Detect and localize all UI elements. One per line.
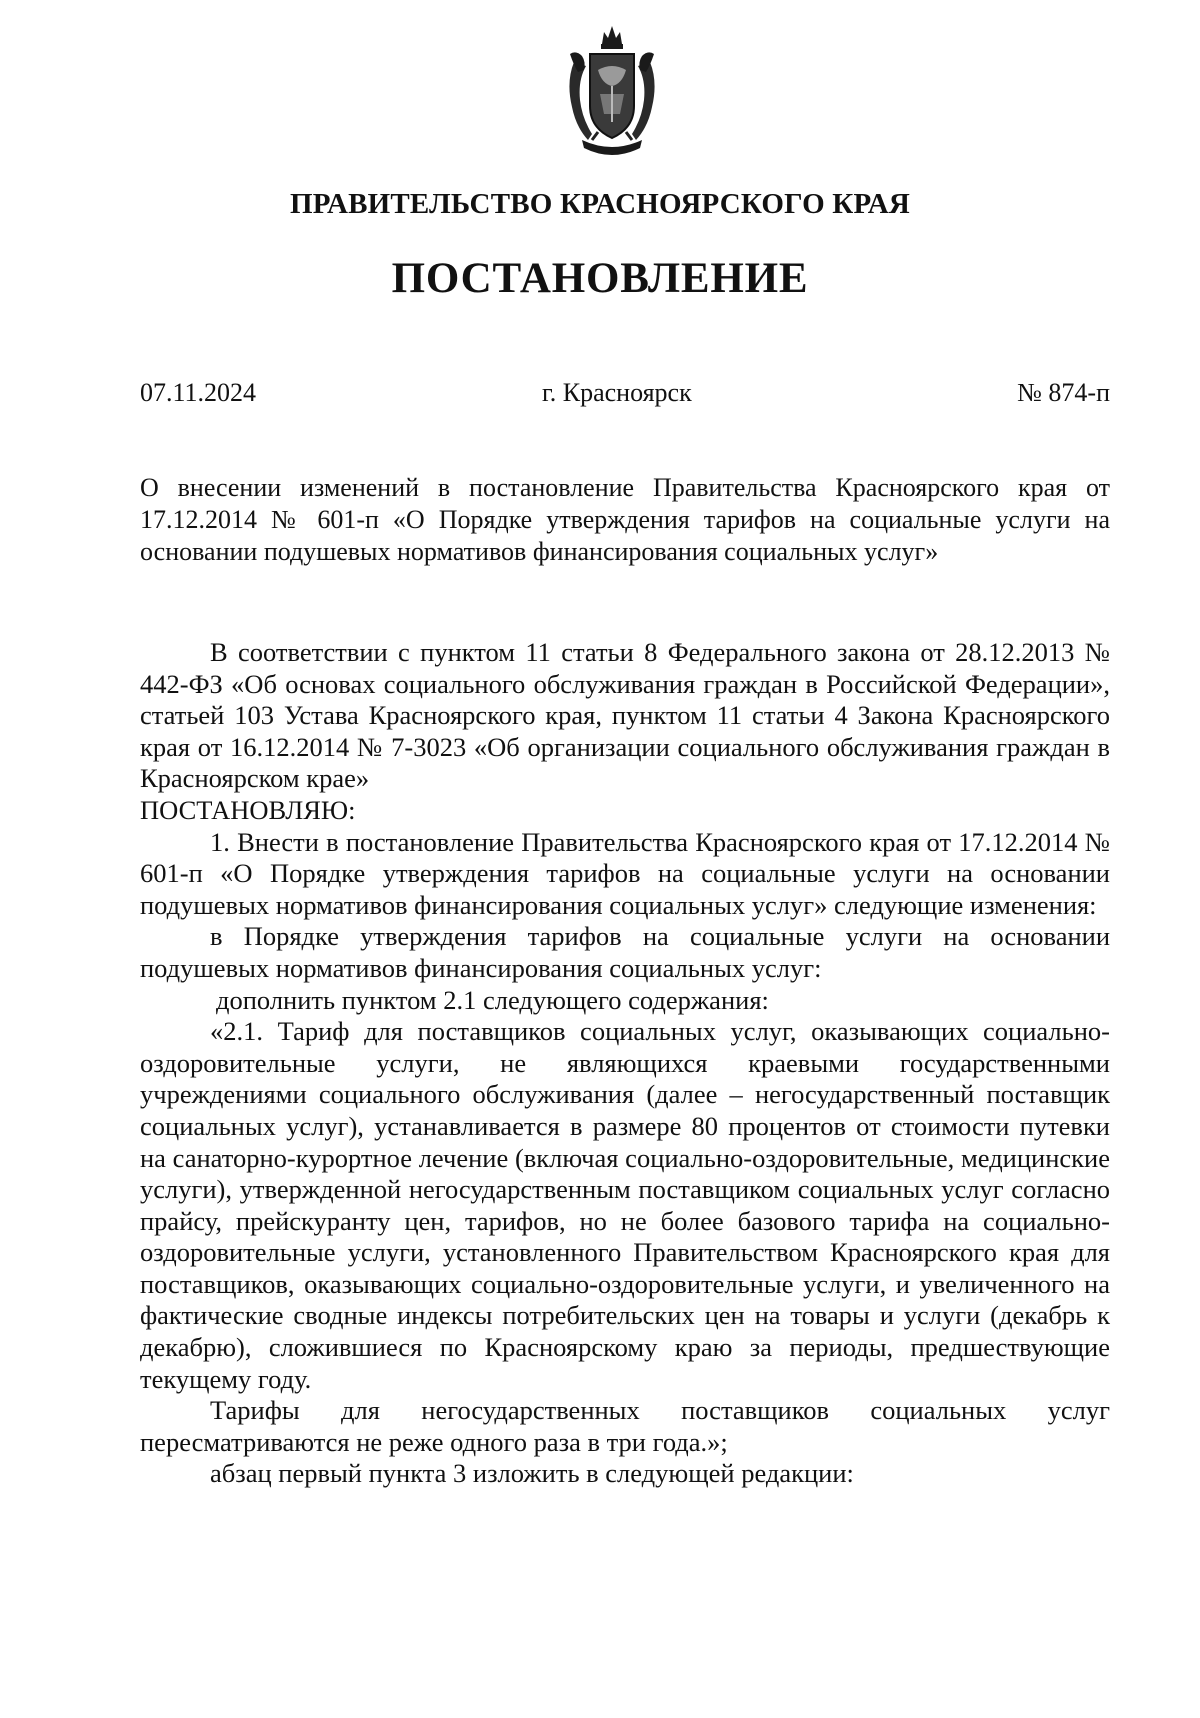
document-body xyxy=(140,637,1110,1490)
document-subject: О внесении изменений в постановление Правительства Красноярского края от 17.12.2014 № 601-п «О Порядке утверждения тарифов на социальные услуги на основании подушевых нормативов финансирования социальных услуг» xyxy=(140,473,1110,566)
document-type: ПОСТАНОВЛЕНИЕ xyxy=(391,255,809,302)
supplement-paragraph: дополнить пунктом 2.1 следующего содержания: xyxy=(216,984,769,1015)
order-intro-paragraph: в Порядке утверждения тарифов на социальные услуги на основании подушевых нормативов финансирования социальных услуг: xyxy=(140,921,1110,983)
paragraph-3-intro: абзац первый пункта 3 изложить в следующей редакции: xyxy=(210,1458,854,1489)
decree-word: ПОСТАНОВЛЯЮ: xyxy=(140,794,356,825)
preamble-paragraph: В соответствии с пунктом 11 статьи 8 Федерального закона от 28.12.2013 № 442-ФЗ «Об основах социального обслуживания граждан в Российской Федерации», статьей 103 Устава Красноярского края, пунктом 11 статьи 4 Закона Красноярского края от 16.12.2014 № 7-3023 «Об организации социального обслуживания граждан в Красноярском крае» xyxy=(140,637,1110,794)
clause-2-1-paragraph: «2.1. Тариф для поставщиков социальных услуг, оказывающих социально-оздоровительные услуги, не являющихся краевыми государственными учреждениями социального обслуживания (далее – негосударственный поставщик социальных услуг), устанавливается в размере 80 процентов от стоимости путевки на санаторно-курортное лечение (включая социально-оздоровительные, медицинские услуги), утвержденной негосударственным поставщиком социальных услуг согласно прайсу, прейскуранту цен, тарифов, но не более базового тарифа на социально-оздоровительные услуги, установленного Правительством Красноярского края для поставщиков, оказывающих социально-оздоровительные услуги, и увеличенного на фактические сводные индексы потребительских цен на товары и услуги (декабрь к декабрю), сложившиеся по Красноярскому краю за периоды, предшествующие текущему году. xyxy=(140,1016,1110,1394)
document-number: № 874-п xyxy=(1017,378,1110,407)
government-title: ПРАВИТЕЛЬСТВО КРАСНОЯРСКОГО КРАЯ xyxy=(289,188,911,220)
document-meta xyxy=(140,378,1110,414)
item-1-paragraph: 1. Внести в постановление Правительства Красноярского края от 17.12.2014 № 601-п «О Порядке утверждения тарифов на социальные услуги на основании подушевых нормативов финансирования социальных услуг» следующие изменения: xyxy=(140,826,1110,920)
document-date: 07.11.2024 xyxy=(140,378,257,407)
document-city: г. Красноярск xyxy=(542,378,692,407)
tariff-review-paragraph: Тарифы для негосударственных поставщиков социальных услуг пересматриваются не реже одного раза в три года.»; xyxy=(140,1395,1110,1457)
coat-of-arms-icon xyxy=(562,22,662,162)
